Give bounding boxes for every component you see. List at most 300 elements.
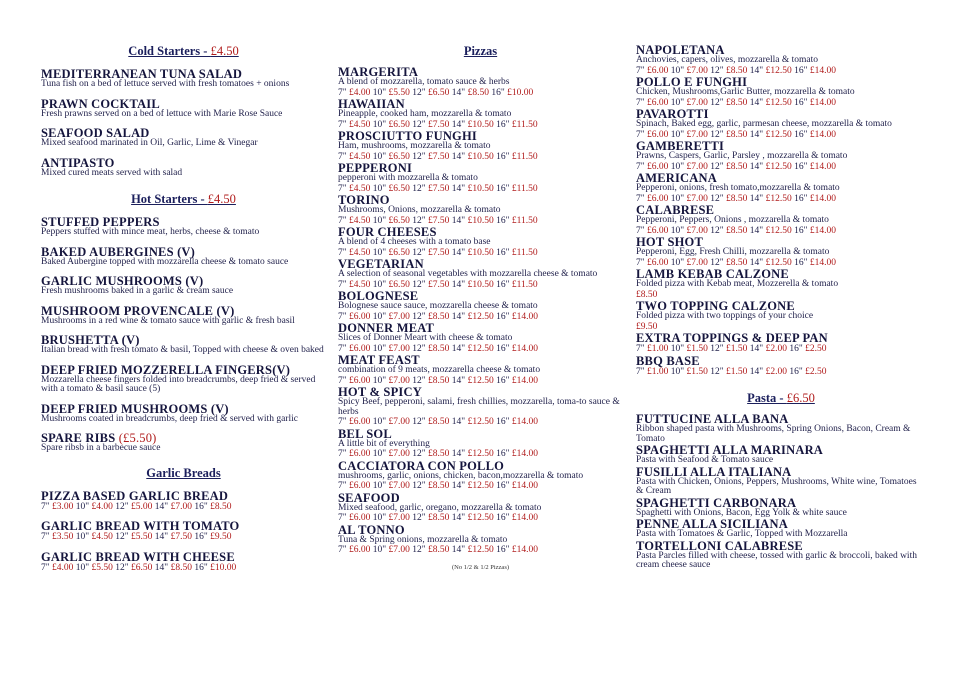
pasta-list [636,413,926,571]
size-label: 7" [636,257,645,268]
size-label: 12" [412,513,426,523]
size-label: 14" [749,193,764,204]
size-price: £8.50 [428,513,450,523]
size-label: 12" [710,129,724,140]
size-label: 16" [496,151,510,162]
item-name: FOUR CHEESES [338,225,437,239]
item-prices [41,563,326,574]
size-price: £6.00 [647,161,669,172]
menu-item [41,403,326,425]
size-label: 12" [710,257,724,268]
size-price: £7.00 [388,417,410,427]
size-price: £7.50 [428,183,450,194]
size-label: 14" [749,129,764,140]
item-desc: Tuna & Spring onions, mozzarella & tomato [338,534,508,545]
size-price: £7.00 [686,193,708,204]
size-label: 14" [749,344,764,354]
menu-item [41,334,326,356]
starters-column [41,44,326,581]
size-price: £8.50 [726,97,748,108]
size-price: £6.00 [349,417,371,427]
size-label: 7" [636,225,645,236]
size-label: 7" [636,193,645,204]
size-price: £8.50 [428,343,450,354]
size-label: 14" [154,532,169,542]
item-name: HOT SHOT [636,235,704,249]
size-price: £6.50 [388,183,410,194]
size-price: £1.00 [647,366,669,377]
size-label: 10" [75,532,90,542]
size-price: £14.00 [511,417,538,427]
size-label: 7" [338,87,347,98]
menu-item [636,140,926,172]
size-label: 14" [451,247,466,258]
item-desc: A little bit of everything [338,438,430,449]
size-price: £14.00 [809,129,836,140]
menu-item [338,524,623,556]
item-desc: Chicken, Mushrooms,Garlic Butter, mozzarella & tomato [636,87,855,97]
size-label: 12" [412,183,426,194]
size-price: £7.50 [428,151,450,162]
size-price: £4.50 [349,279,371,290]
size-label: 16" [496,215,510,226]
size-label: 7" [338,151,347,162]
size-label: 12" [710,193,724,204]
size-label: 10" [670,161,685,172]
pizzas-list-2 [636,44,926,377]
size-price: £5.50 [388,87,410,98]
size-price: £12.50 [467,375,494,386]
size-label: 12" [710,65,724,76]
size-label: 7" [636,344,645,354]
size-price: £2.50 [805,344,827,354]
size-price: £4.50 [349,247,371,258]
item-desc: Spare ribsb in a barbecue sauce [41,443,161,453]
size-label: 7" [636,97,645,108]
item-name: TORTELLONI CALABRESE [636,538,803,553]
size-price: £5.00 [131,501,153,512]
menu-item [636,236,926,268]
size-price: £1.50 [686,366,708,377]
menu-item [636,76,926,108]
menu-item [41,157,326,179]
size-label: 16" [496,247,510,258]
size-price: £4.00 [91,501,113,512]
size-price: £6.00 [349,311,371,322]
size-price: £1.50 [686,344,708,354]
item-desc: Pasta with Chicken, Onions, Peppers, Mushrooms, White wine, Tomatoes & Cream [636,476,917,496]
item-desc: Pepperoni, onions, fresh tomato,mozzarella & tomato [636,183,840,193]
size-label: 10" [372,513,387,523]
size-label: 12" [710,161,724,172]
menu-item [338,290,623,322]
menu-item [41,432,326,454]
size-price: £12.50 [765,193,792,204]
menu-item [338,386,623,428]
cold-starters-price: £4.50 [210,44,239,58]
size-price: £11.50 [511,183,538,194]
size-price: £14.00 [511,375,538,386]
item-prices [338,513,623,524]
menu-item [636,518,926,540]
size-label: 10" [372,481,387,491]
size-price: £11.50 [511,247,538,258]
size-price: £10.50 [467,183,494,194]
size-price: £4.50 [349,183,371,194]
size-label: 12" [710,366,724,377]
item-desc: Slices of Donner Meart with cheese & tomato [338,333,513,343]
size-price: £7.00 [686,97,708,108]
pasta-heading [636,391,926,405]
menu-item [636,466,926,497]
size-label: 12" [412,119,426,130]
item-name: GARLIC MUSHROOMS (V) [41,274,204,288]
item-prices [338,545,623,556]
size-label: 14" [154,501,169,512]
size-label: 14" [451,87,466,98]
size-price: £6.00 [349,545,371,555]
item-name: PIZZA BASED GARLIC BREAD [41,488,229,503]
size-label: 10" [670,344,685,354]
item-name: SEAFOOD SALAD [41,126,150,140]
item-prices [636,367,926,378]
size-price: £7.00 [686,225,708,236]
size-label: 12" [710,97,724,108]
item-desc: Fresh prawns served on a bed of lettuce with Marie Rose Sauce [41,108,283,119]
size-label: 10" [75,562,90,573]
size-price: £4.50 [349,151,371,162]
size-price: £14.00 [809,97,836,108]
item-name: PEPPERONI [338,161,413,175]
menu-item [636,355,926,378]
item-name: ANTIPASTO [41,155,115,170]
size-price: £14.00 [809,193,836,204]
size-label: 16" [496,311,510,322]
size-price: £2.50 [805,366,827,377]
item-desc: Spaghetti with Onions, Bacon, Egg Yolk & white sauce [636,507,847,518]
item-name: DEEP FRIED MUSHROOMS (V) [41,401,229,416]
size-label: 10" [372,247,387,258]
size-price: £7.00 [388,449,410,459]
size-label: 12" [115,562,129,573]
size-label: 10" [372,119,387,130]
size-price: £7.00 [686,65,708,76]
item-prices [41,502,326,513]
item-name: BBQ BASE [636,353,700,368]
item-name: MUSHROOM PROVENCALE (V) [41,303,235,318]
size-label: 16" [496,279,510,290]
size-label: 16" [794,193,808,204]
size-label: 7" [338,279,347,290]
item-desc: Fresh mushrooms baked in a garlic & cream sauce [41,286,234,296]
size-price: £6.50 [131,562,153,573]
size-label: 7" [338,311,347,322]
item-desc: Folded pizza with Kebab meat, Mozzerella & tomato [636,279,839,289]
size-price: £7.00 [388,513,410,523]
size-price: £7.00 [388,481,410,491]
size-price: £6.00 [647,193,669,204]
menu-item [636,413,926,444]
item-name: CACCIATORA CON POLLO [338,458,505,473]
size-price: £1.00 [647,344,669,354]
size-price: £6.00 [349,449,371,459]
size-price: £5.50 [91,562,113,573]
size-label: 7" [338,343,347,354]
size-label: 7" [338,449,347,459]
size-label: 7" [338,375,347,386]
size-price: £6.50 [388,247,410,258]
size-price: £12.50 [765,161,792,172]
item-name: GARLIC BREAD WITH TOMATO [41,519,240,533]
size-label: 16" [794,97,808,108]
menu-item [338,460,623,492]
garlic-breads-list [41,490,326,574]
item-desc: Prawns, Caspers, Garlic, Parsley , mozzarella & tomato [636,151,848,161]
size-label: 10" [372,343,387,354]
menu-item [636,540,926,571]
half-pizza-note: (No 1/2 & 1/2 Pizzas) [451,563,510,571]
size-price: £6.00 [647,129,669,140]
size-price: £7.00 [686,161,708,172]
item-desc: Italian bread with fresh tomato & basil, Topped with cheese & oven baked [41,345,324,355]
size-label: 16" [194,562,208,573]
menu-item [41,275,326,297]
menu-item [41,520,326,543]
item-prices [636,344,926,355]
size-price: £6.00 [647,257,669,268]
size-price: £7.50 [428,119,450,130]
size-price: £7.50 [428,279,450,290]
menu-item [338,194,623,226]
size-price: £14.00 [511,343,538,354]
size-label: 16" [496,119,510,130]
size-label: 16" [496,481,510,491]
item-name: PROSCIUTTO FUNGHI [338,129,477,143]
size-price: £4.00 [349,87,371,98]
size-price: £7.00 [686,257,708,268]
size-price: £6.50 [388,215,410,226]
size-label: 16" [496,545,510,555]
size-price: £2.00 [765,344,787,354]
size-price: £4.50 [349,215,371,226]
size-price: £4.50 [91,532,113,542]
size-label: 12" [412,87,426,98]
size-price: £4.00 [52,562,74,573]
item-name: MEAT FEAST [338,353,420,367]
size-price: £12.50 [467,513,494,523]
size-price: £3.50 [52,532,74,542]
item-name: SPAGHETTI CARBONARA [636,495,797,510]
menu-item [636,108,926,140]
size-label: 10" [372,311,387,322]
item-desc: Anchovies, capers, olives, mozzarella & tomato [636,55,819,65]
item-name: BAKED AUBERGINES (V) [41,244,196,259]
menu-item [41,68,326,90]
size-price: £12.50 [765,225,792,236]
size-price: £3.00 [52,501,74,512]
item-name: HAWAIIAN [338,97,405,111]
size-price: £12.50 [467,311,494,322]
size-label: 16" [194,501,208,512]
size-price: £6.00 [349,513,371,523]
size-label: 16" [789,344,803,354]
item-desc: Pasta with Tomatoes & Garlic, Topped with Mozzarella [636,529,848,539]
size-price: £6.00 [647,65,669,76]
size-price: £8.50 [170,562,192,573]
size-label: 12" [412,343,426,354]
size-price: £6.00 [349,481,371,491]
item-name: EXTRA TOPPINGS & DEEP PAN [636,331,828,345]
size-price: £7.50 [428,215,450,226]
item-name: AL TONNO [338,522,405,537]
size-label: 16" [789,366,803,377]
cold-starters-title: Cold Starters - [128,44,211,58]
item-desc: Pasta Parcles filled with cheese, tossed with garlic & broccoli, baked with cream cheese sauce [636,550,917,570]
item-name: BOLOGNESE [338,289,419,303]
size-price: £1.50 [726,344,748,354]
size-label: 10" [372,183,387,194]
size-label: 14" [451,119,466,130]
item-desc: combination of 9 meats, mozzarella cheese & tomato [338,365,541,375]
item-name: DONNER MEAT [338,321,435,335]
size-price: £14.00 [809,225,836,236]
item-prices [338,481,623,492]
size-label: 10" [670,97,685,108]
size-price: £14.00 [511,481,538,491]
item-desc: Folded pizza with two toppings of your choice [636,311,814,321]
size-price: £14.00 [511,449,538,459]
size-price: £14.00 [809,65,836,76]
size-price: £7.00 [170,501,192,512]
size-label: 10" [372,151,387,162]
size-price: £14.00 [809,161,836,172]
size-label: 7" [338,247,347,258]
size-label: 12" [115,501,129,512]
size-label: 14" [451,151,466,162]
size-label: 7" [41,562,50,573]
item-desc: A blend of 4 cheeses with a tomato base [338,237,491,247]
item-name: POLLO E FUNGHI [636,75,748,89]
size-price: £12.50 [467,449,494,459]
size-label: 7" [338,513,347,523]
pizzas-list [338,66,623,556]
menu-item [41,127,326,149]
size-price: £8.50 [726,193,748,204]
item-desc: Mixed seafood marinated in Oil, Garlic, Lime & Vinegar [41,138,258,148]
pasta-price: £6.50 [786,391,815,405]
size-label: 14" [749,257,764,268]
hot-starters-title: Hot Starters - [131,192,208,206]
menu-item [41,490,326,513]
size-price: £8.50 [428,449,450,459]
size-label: 16" [496,375,510,386]
pizzas-heading: Pizzas [463,44,498,58]
item-desc: pepperoni with mozzarella & tomato [338,173,478,183]
size-label: 14" [451,417,466,427]
size-price: £12.50 [765,97,792,108]
menu-item [636,332,926,355]
menu-item [338,322,623,354]
size-price: £7.00 [388,343,410,354]
single-price: £9.50 [636,321,658,332]
pizzas-column [338,44,623,571]
size-label: 16" [491,87,505,98]
size-label: 14" [451,183,466,194]
item-name: GAMBERETTI [636,139,725,153]
size-price: £6.00 [647,97,669,108]
menu-item [636,444,926,466]
size-price: £7.00 [388,311,410,322]
size-price: £7.00 [388,545,410,555]
size-label: 10" [372,545,387,555]
item-desc: Mixed seafood, garlic, oregano, mozzarella & tomato [338,502,542,513]
size-price: £7.00 [686,129,708,140]
size-price: £6.50 [388,119,410,130]
size-price: £8.50 [726,257,748,268]
size-label: 16" [496,513,510,523]
menu-item [338,162,623,194]
item-desc: Bolognese sauce sauce, mozzarella cheese & tomato [338,301,538,311]
item-name: MARGERITA [338,65,419,79]
menu-item [338,98,623,130]
item-desc: A selection of seasonal vegetables with mozzarella cheese & tomato [338,269,598,279]
size-price: £4.50 [349,119,371,130]
size-price: £12.50 [467,417,494,427]
size-label: 12" [412,375,426,386]
item-desc: Mushrooms in a red wine & tomato sauce with garlic & fresh basil [41,315,295,326]
size-label: 16" [794,65,808,76]
size-label: 12" [412,279,426,290]
size-price: £10.50 [467,215,494,226]
size-label: 16" [794,161,808,172]
size-label: 7" [636,65,645,76]
item-desc: Mozzarella cheese fingers folded into breadcrumbs, deep fried & served with a tomato & basil sauce (5) [41,374,316,394]
size-price: £12.50 [467,481,494,491]
size-label: 16" [794,225,808,236]
menu-item [41,364,326,395]
size-label: 16" [194,532,208,542]
item-name: SPAGHETTI ALLA MARINARA [636,443,824,457]
item-name: TORINO [338,193,390,207]
menu-item [338,130,623,162]
item-desc: Spinach, Baked egg, garlic, parmesan cheese, mozzarella & tomato [636,119,892,129]
size-price: £12.50 [765,65,792,76]
item-prices [41,532,326,543]
size-price: £1.50 [726,366,748,377]
item-name: CALABRESE [636,203,715,217]
size-label: 16" [496,183,510,194]
size-label: 7" [636,161,645,172]
item-name: PRAWN COCKTAIL [41,96,160,111]
size-label: 7" [636,129,645,140]
size-price: £8.50 [428,545,450,555]
size-label: 12" [412,449,426,459]
item-desc: A blend of mozzarella, tomato sauce & herbs [338,77,510,87]
item-desc: Ribbon shaped pasta with Mushrooms, Spring Onions, Bacon, Cream & Tomato [636,424,911,444]
size-price: £12.50 [467,343,494,354]
size-label: 14" [451,343,466,354]
menu-item [338,258,623,290]
item-desc: Mushrooms, Onions, mozzarella & tomato [338,205,501,215]
size-price: £11.50 [511,279,538,290]
size-label: 7" [338,183,347,194]
item-desc: Ham, mushrooms, mozzarella & tomato [338,141,491,151]
size-label: 12" [412,481,426,491]
size-label: 7" [41,532,50,542]
size-price: £8.50 [428,375,450,386]
garlic-breads-heading: Garlic Breads [146,465,221,480]
item-desc: Peppers stuffed with mince meat, herbs, cheese & tomato [41,227,260,237]
